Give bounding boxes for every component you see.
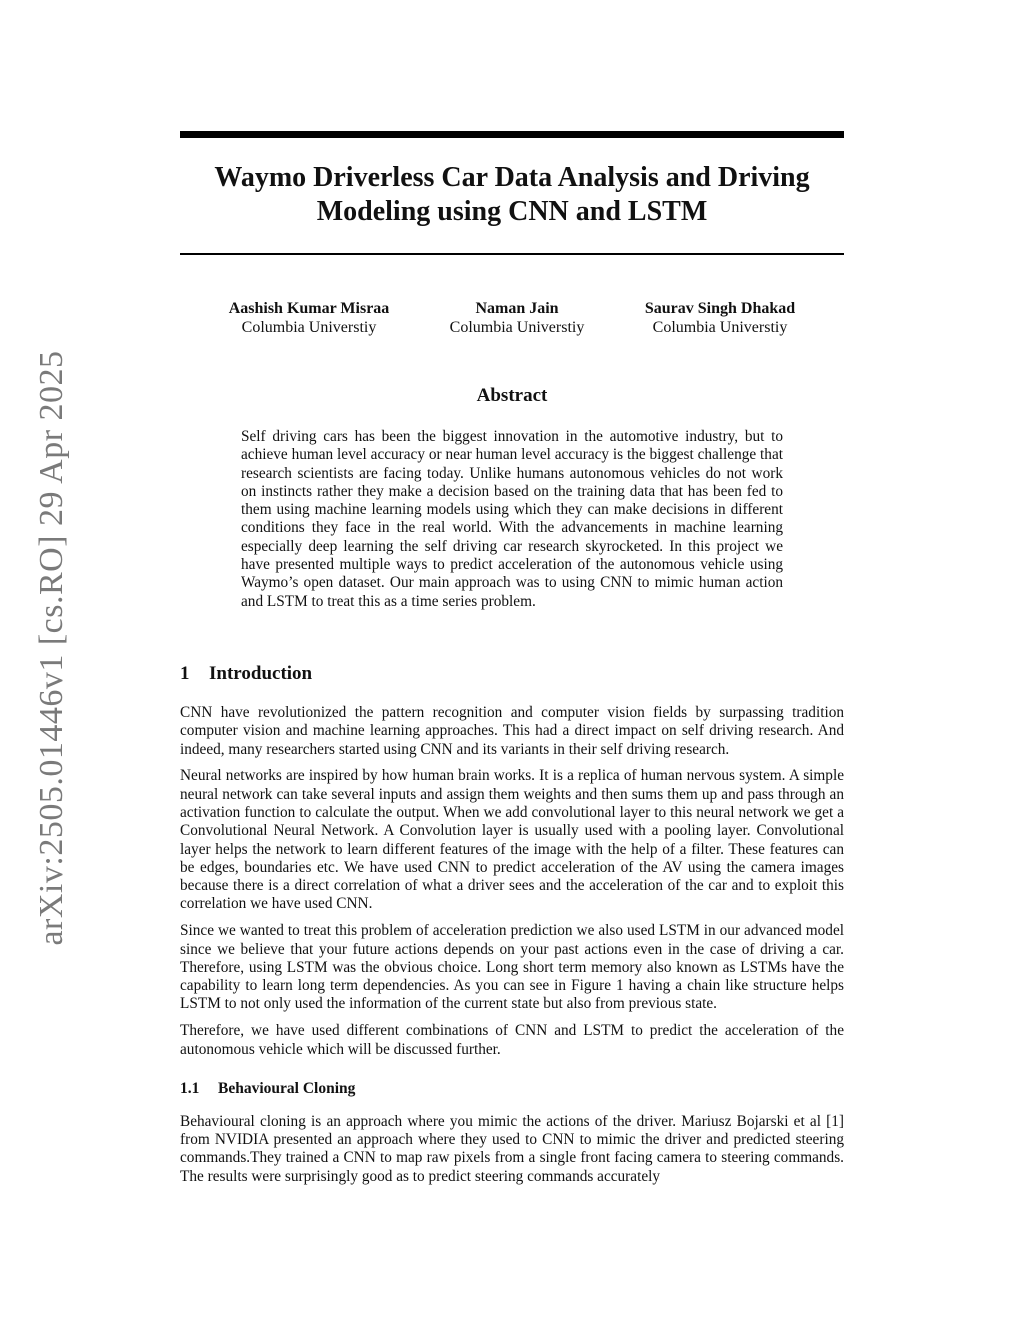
author-name: Saurav Singh Dhakad	[644, 300, 796, 317]
author-affiliation: Columbia Universtiy	[449, 319, 585, 336]
author-affiliation: Columbia Universtiy	[241, 319, 377, 336]
paper-title: Waymo Driverless Car Data Analysis and Driving Modeling using CNN and LSTM	[214, 162, 810, 227]
section-heading-introduction	[180, 663, 844, 685]
arxiv-identifier-stamp: arXiv:2505.01446v1 [cs.RO] 29 Apr 2025	[33, 350, 70, 946]
author-2	[407, 299, 627, 337]
title-bottom-rule	[180, 253, 844, 255]
section-title: Introduction	[209, 663, 313, 684]
body-paragraph: CNN have revolutionized the pattern recognition and computer vision fields by surpassing tradition computer vision and machine learning approaches. This had a direct impact on self driving research. And indeed, many researchers started using CNN and its variants in their self driving research.	[180, 704, 844, 758]
abstract-text: Self driving cars has been the biggest innovation in the automotive industry, but to achieve human level accuracy or near human level accuracy is the biggest challenge that research scientists are facing today. Unlike humans autonomous vehicles do not work on instincts rather they make a decision based on the training data that has been fed to them using machine learning models using which they can make decisions in different conditions they face in the real world. With the advancements in machine learning especially deep learning the self driving car research skyrocketed. In this project we have presented multiple ways to predict acceleration of the autonomous vehicle using Waymo’s open dataset. Our main approach was to using CNN to mimic human action and LSTM to treat this as a time series problem.	[241, 428, 783, 610]
body-paragraph: Therefore, we have used different combinations of CNN and LSTM to predict the acceleration of the autonomous vehicle which will be discussed further.	[180, 1022, 844, 1058]
body-paragraph: Behavioural cloning is an approach where you mimic the actions of the driver. Mariusz Bojarski et al [1] from NVIDIA presented an approach where they used to CNN to mimic the driver and predicted steering commands.They trained a CNN to map raw pixels from a single front facing camera to steering commands. The results were surprisingly good as to predict steering commands accurately	[180, 1112, 844, 1185]
subsection-title: Behavioural Cloning	[218, 1079, 356, 1097]
section-number: 1	[180, 663, 190, 684]
title-top-rule	[180, 131, 844, 138]
abstract-heading: Abstract	[476, 385, 548, 406]
author-1	[199, 299, 419, 337]
author-name: Aashish Kumar Misraa	[228, 300, 390, 317]
body-paragraph: Neural networks are inspired by how human brain works. It is a replica of human nervous system. A simple neural network can take several inputs and assign them weights and then sums them up and pass through an activation function to calculate the output. When we add convolutional layer to this neural network we get a Convolutional Neural Network. A Convolution layer is usually used with a pooling layer. Convolutional layer helps the network to learn different features of the image with the help of a filter. These features can be edges, boundaries etc. We have used CNN to predict acceleration of the AV using the camera images because there is a direct correlation of what a driver sees and the acceleration of the car and to exploit this correlation we have used CNN.	[180, 767, 844, 913]
subsection-number: 1.1	[180, 1079, 200, 1097]
author-3	[610, 299, 830, 337]
author-name: Naman Jain	[475, 300, 559, 317]
author-affiliation: Columbia Universtiy	[652, 319, 788, 336]
body-paragraph: Since we wanted to treat this problem of acceleration prediction we also used LSTM in our advanced model since we believe that your future actions depends on your past actions even in the case of driving a car. Therefore, using LSTM was the obvious choice. Long short term memory also known as LSTMs have the capability to learn long term dependencies. As you can see in Figure 1 having a chain like structure helps LSTM to not only used the information of the current state but also from previous state.	[180, 922, 844, 1013]
body-column	[180, 663, 844, 1195]
author-block	[180, 299, 844, 343]
subsection-heading-behavioural-cloning	[180, 1079, 844, 1098]
